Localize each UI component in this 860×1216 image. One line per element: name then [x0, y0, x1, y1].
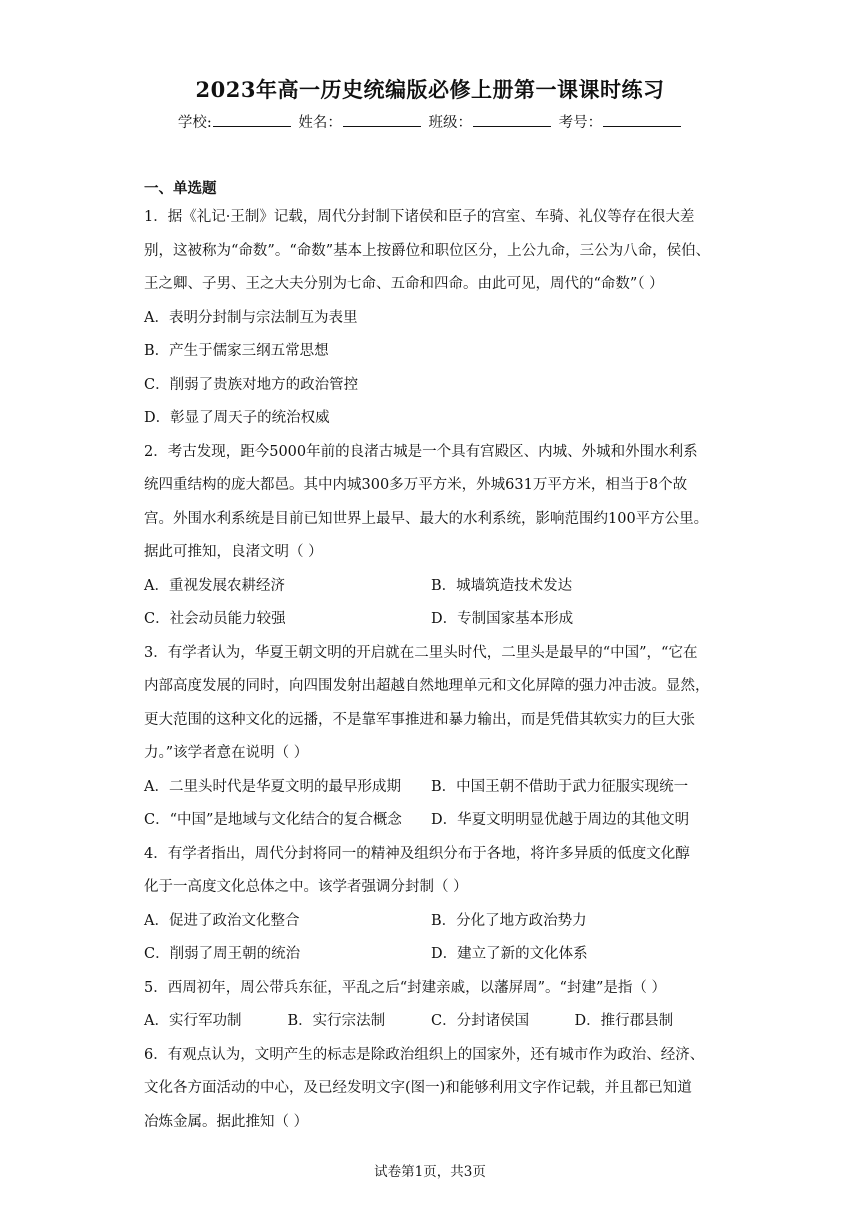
question-1-line-3: 王之卿、子男、王之大夫分别为七命、五命和四命。由此可见，周代的“命数”（ ） [144, 276, 664, 292]
question-3-line-2: 内部高度发展的同时，向四围发射出超越自然地理单元和文化屏障的强力冲击波。显然， [144, 678, 710, 694]
question-3-line-1: 3．有学者认为，华夏王朝文明的开启就在二里头时代，二里头是最早的“中国”，“它在 [144, 644, 698, 661]
question-1-option-d[interactable]: D．彰显了周天子的统治权威 [144, 410, 330, 426]
question-4-option-b[interactable]: B．分化了地方政治势力 [431, 912, 587, 929]
question-3-option-b[interactable]: B．中国王朝不借助于武力征服实现统一 [431, 778, 689, 795]
question-6-line-3: 冶炼金属。据此推知（ ） [144, 1113, 309, 1130]
school-blank[interactable] [213, 114, 291, 127]
question-4-line-2: 化于一高度文化总体之中。该学者强调分封制（ ） [144, 879, 468, 895]
class-label: 班级： [428, 115, 472, 131]
question-1-option-a[interactable]: A．表明分封制与宗法制互为表里 [144, 309, 358, 326]
question-4 [144, 838, 718, 972]
question-3-option-d[interactable]: D．华夏文明明显优越于周边的其他文明 [431, 812, 690, 828]
question-2-line-3: 宫。外围水利系统是目前已知世界上最早、最大的水利系统，影响范围约100平方公里。 [144, 510, 709, 527]
question-1 [144, 201, 718, 436]
page-footer: 试卷第1页，共3页 [374, 1164, 486, 1180]
question-4-line-1: 4．有学者指出，周代分封将同一的精神及组织分布于各地，将许多异质的低度文化醇 [144, 845, 690, 862]
question-6-line-2: 文化各方面活动的中心，及已经发明文字(图一)和能够利用文字作记载，并且都已知道 [144, 1080, 692, 1096]
question-5-option-b[interactable]: B．实行宗法制 [287, 1013, 386, 1029]
question-4-options-row-2 [144, 938, 718, 972]
question-4-option-d[interactable]: D．建立了新的文化体系 [431, 946, 588, 962]
question-2-option-b[interactable]: B．城墙筑造技术发达 [431, 577, 573, 594]
question-2-option-d[interactable]: D．专制国家基本形成 [431, 611, 574, 627]
question-2-option-c[interactable]: C．社会动员能力较强 [144, 611, 286, 627]
question-5-option-c[interactable]: C．分封诸侯国 [431, 1013, 530, 1029]
name-blank[interactable] [343, 114, 421, 127]
question-5-line-1: 5．西周初年，周公带兵东征，平乱之后“封建亲戚，以藩屏周”。“封建”是指（ ） [144, 979, 666, 996]
question-2-line-2: 统四重结构的庞大都邑。其中内城300多万平方米，外城631万平方米，相当于8个故 [144, 477, 688, 493]
question-3-option-c[interactable]: C．“中国”是地域与文化结合的复合概念 [144, 812, 402, 828]
question-2-options-row-1 [144, 570, 718, 604]
name-label: 姓名： [298, 115, 342, 131]
question-5-option-d[interactable]: D．推行郡县制 [574, 1013, 674, 1029]
question-5 [144, 972, 718, 1039]
question-5-options-row [144, 1005, 718, 1039]
section-heading: 一、单选题 [144, 180, 217, 197]
question-3-line-3: 更大范围的这种文化的远播，不是靠军事推进和暴力输出，而是凭借其软实力的巨大张 [144, 711, 695, 728]
question-1-line-1: 1．据《礼记·王制》记载，周代分封制下诸侯和臣子的宫室、车骑、礼仪等存在很大差 [144, 209, 695, 225]
exam-number-label: 考号： [558, 115, 603, 131]
question-4-option-c[interactable]: C．削弱了周王朝的统治 [144, 946, 301, 962]
question-2-options-row-2 [144, 603, 718, 637]
question-3-option-a[interactable]: A．二里头时代是华夏文明的最早形成期 [144, 778, 401, 795]
question-3-options-row-2 [144, 804, 718, 838]
question-2-line-4: 据此可推知，良渚文明（ ） [144, 544, 323, 560]
question-4-option-a[interactable]: A．促进了政治文化整合 [144, 912, 300, 929]
class-blank[interactable] [473, 114, 551, 127]
question-2-line-1: 2．考古发现，距今5000年前的良渚古城是一个具有宫殿区、内城、外城和外围水利系 [144, 443, 698, 460]
question-list [144, 177, 718, 1139]
question-3 [144, 637, 718, 838]
page-title: 2023年高一历史统编版必修上册第一课课时练习 [195, 77, 665, 102]
question-2-option-a[interactable]: A．重视发展农耕经济 [144, 577, 285, 594]
question-5-option-a[interactable]: A．实行军功制 [144, 1013, 242, 1029]
question-2 [144, 436, 718, 637]
question-1-option-c[interactable]: C．削弱了贵族对地方的政治管控 [144, 376, 359, 393]
question-3-line-4: 力。”该学者意在说明（ ） [144, 745, 309, 761]
question-6-line-1: 6．有观点认为，文明产生的标志是除政治组织上的国家外，还有城市作为政治、经济、 [144, 1046, 705, 1063]
question-1-line-2: 别，这被称为“命数”。“命数”基本上按爵位和职位区分，上公九命，三公为八命，侯伯、 [144, 242, 711, 259]
question-3-options-row-1 [144, 771, 718, 805]
student-info-line [0, 111, 860, 132]
question-4-options-row-1 [144, 905, 718, 939]
question-1-option-b[interactable]: B．产生于儒家三纲五常思想 [144, 343, 329, 359]
exam-number-blank[interactable] [603, 114, 681, 127]
question-6 [144, 1039, 718, 1140]
school-label: 学校: [177, 115, 212, 131]
